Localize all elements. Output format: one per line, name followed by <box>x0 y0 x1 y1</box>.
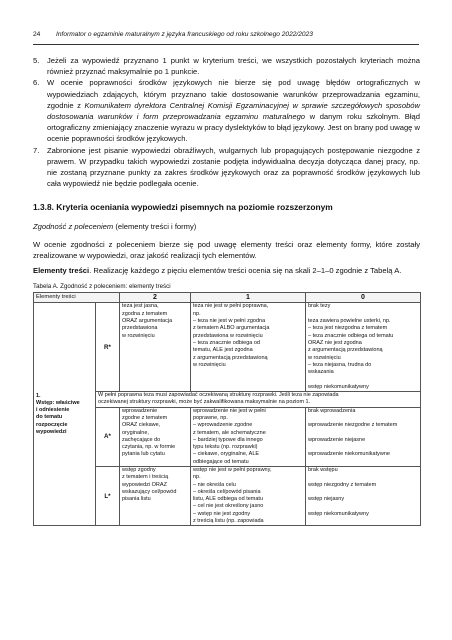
cell-level-0 <box>306 466 421 525</box>
cell-level-2 <box>120 303 191 392</box>
cell-line: np. <box>193 474 201 481</box>
cell-line: – określa cel/powód pisania <box>193 488 261 495</box>
cell-level-2 <box>120 407 191 466</box>
cell-line: ORAZ nie jest zgodna <box>308 339 362 346</box>
cell-line: zgodne z tematem <box>122 414 168 421</box>
cell-line: z treścią listu (np. zapowiada <box>193 518 264 525</box>
cell-line: z tematem, ale schematyczne <box>193 429 266 436</box>
cell-line: wprowadzenie niezgodne z tematem <box>308 422 398 429</box>
cell-line: – teza nie jest w pełni zgodna <box>193 318 266 325</box>
cell-line: w rozwinięciu <box>122 332 155 339</box>
cell-line: listu, ALE odbiega od tematu <box>193 496 264 503</box>
symbol-l: L* <box>96 466 120 525</box>
header-cell: 1 <box>191 293 306 303</box>
cell-line: – teza znacznie odbiega od <box>193 339 260 346</box>
page-header <box>33 31 419 43</box>
criterion-line: rozpoczęcie <box>36 421 68 428</box>
criterion-line: 1. <box>36 392 41 399</box>
criterion-line: do tematu <box>36 414 63 421</box>
cell-line: w rozwinięciu <box>308 354 341 361</box>
cell-line: z tematem i treścią <box>122 474 169 481</box>
symbol-a: A* <box>96 407 120 466</box>
note-cell <box>96 392 421 408</box>
cell-line: – cel nie jest określony jasno <box>193 503 264 510</box>
header-divider <box>33 44 419 45</box>
cell-line: z argumentacją przedstawioną <box>193 354 268 361</box>
cell-line: z tematem ALBO argumentacja <box>193 325 270 332</box>
cell-line: brak wstępu <box>308 466 338 473</box>
cell-line: tematu, ALE jest zgodna <box>193 347 253 354</box>
cell-line: z argumentacją przedstawioną <box>308 347 383 354</box>
item-number: 6. <box>33 78 40 88</box>
subheading-italic: Zgodność z poleceniem <box>33 221 114 231</box>
cell-line: pisania listu <box>122 496 151 503</box>
cell-line: wstęp niekomunikatywny <box>308 383 369 390</box>
header-title: Informator o egzaminie maturalnym z języka francuskiego od roku szkolnego 2022/2023 <box>56 31 313 38</box>
item-text: Zabronione jest pisanie wypowiedzi obraźliwych, wulgarnych lub propagujących postępowanie niezgodne z prawem. W przypadku takich wypowiedzi zostanie podjęta indywidualna decyzja dotycząca danej pracy, np. nie zostaną przyznane punkty za zakres środków językowych oraz za poprawność środków językowych lub cała wypowiedź nie będzie podlegała ocenie. <box>47 145 420 189</box>
cell-level-1 <box>191 407 306 466</box>
cell-line: – teza znacznie odbiega od tematu <box>308 332 394 339</box>
item-text-italic: Komunikatem dyrektora Centralnej Komisji Egzaminacyjnej w sprawie szczegółowych sposobów dostosowania warunków i form przeprowadzania egzaminu maturalnego <box>47 100 420 122</box>
criterion-line: Wstęp: właściwe <box>36 399 80 406</box>
paragraph <box>33 265 420 276</box>
cell-line: pytania lub cytatu <box>122 451 165 458</box>
paragraph-bold: Elementy treści <box>33 266 90 276</box>
paragraph: W ocenie zgodności z poleceniem bierze się pod uwagę elementy treści oraz elementy formy, które zostały zrealizowane w wypowiedzi, oraz jakość realizacji tych elementów. <box>33 239 420 261</box>
rules-list <box>33 55 420 189</box>
criterion-line: wypowiedzi <box>36 429 67 435</box>
cell-line: teza jest jasna, <box>122 303 159 310</box>
cell-line: zachęcające do <box>122 436 161 443</box>
paragraph-rest: . Realizację każdego z pięciu elementów treści ocenia się na skali 2–1–0 zgodnie z Tabelą A. <box>89 266 402 276</box>
section-title: 1.3.8. Kryteria oceniania wypowiedzi pisemnych na poziomie rozszerzonym <box>33 202 333 213</box>
page-number: 24 <box>33 31 41 38</box>
cell-line: brak tezy <box>308 303 331 310</box>
cell-line <box>308 311 418 318</box>
list-item <box>33 145 420 190</box>
cell-line: wprowadzenie niejasne <box>308 436 366 443</box>
cell-line: brak wprowadzenia <box>308 407 356 414</box>
cell-line: – ciekawe, oryginalne, ALE <box>193 451 260 458</box>
cell-line: np. <box>193 310 201 317</box>
cell-line: wstęp niekomunikatywny <box>308 510 369 517</box>
cell-line: poprawne, np. <box>193 414 228 421</box>
cell-line: – wstęp nie jest zgodny <box>193 510 251 517</box>
table-header-row <box>34 293 421 303</box>
symbol-r: R* <box>96 303 120 392</box>
cell-level-0 <box>306 303 421 392</box>
cell-line: wypowiedzi ORAZ <box>122 481 167 488</box>
cell-line: teza nie jest w pełni poprawna, <box>193 303 269 310</box>
cell-line: wprowadzenie <box>122 407 158 414</box>
item-text: w danym roku szkolnym. Błąd ortograficzny zmieniający znaczenie wyrazu w pracy dyslektyków to błąd językowy. Jest on brany pod uwagę w ocenie poprawności środków językowych. <box>47 112 420 144</box>
cell-line: oczekiwanej struktury rozprawki, może być zakwalifikowana maksymalnie na poziom 1. <box>98 399 311 406</box>
cell-line: – teza jest niezgodna z tematem <box>308 325 388 332</box>
cell-line: – wprowadzenie zgodne <box>193 422 253 429</box>
cell-line: wstęp zgodny <box>122 466 156 473</box>
item-text: W ocenie poprawności środków językowych nie bierze się pod uwagę błędów ortograficznych w wypowiedziach zdających, którym przyznano takie dostosowanie warunków przeprowadzania egzaminu, zgodnie z <box>47 78 420 110</box>
cell-line <box>308 444 418 451</box>
cell-level-1 <box>191 466 306 525</box>
cell-line: wstęp nie jest w pełni poprawny, <box>193 466 272 473</box>
criterion-line: i odniesienie <box>36 407 70 414</box>
table-row <box>34 303 421 392</box>
cell-line: wprowadzenie niekomunikatywne <box>308 451 390 458</box>
subheading <box>33 221 420 232</box>
cell-level-0 <box>306 407 421 466</box>
item-text: Jeżeli za wypowiedź przyznano 1 punkt w kryterium treści, we wszystkich pozostałych kryteriach można również przyznać maksymalnie po 1 punkcie. <box>47 56 420 77</box>
cell-line: oryginalne, <box>122 429 149 436</box>
cell-line <box>308 430 418 437</box>
cell-line: zgodna z tematem <box>122 310 168 317</box>
cell-line: przedstawiona <box>122 325 158 332</box>
list-item <box>33 55 420 77</box>
cell-line <box>308 376 418 383</box>
criterion-cell <box>34 303 96 526</box>
cell-line: wskazania <box>308 369 334 376</box>
cell-line: typu tekstu (np. rozprawki) <box>193 444 258 451</box>
header-cell: 0 <box>306 293 421 303</box>
header-cell: Elementy treści <box>34 293 120 303</box>
header-cell: 2 <box>120 293 191 303</box>
cell-line: wprowadzenie nie jest w pełni <box>193 407 266 414</box>
item-number: 7. <box>33 145 40 155</box>
cell-line: czytania, np. w formie <box>122 444 176 451</box>
cell-level-1 <box>191 303 306 392</box>
criteria-table <box>33 292 421 526</box>
cell-line <box>308 489 418 496</box>
page-content <box>33 55 420 526</box>
cell-line: wskazujący cel/powód <box>122 488 177 495</box>
cell-line: wstęp niejasny <box>308 496 345 503</box>
table-caption: Tabela A. Zgodność z poleceniem: elementy treści <box>33 283 171 291</box>
cell-line: W pełni poprawna teza musi zapowiadać oczekiwaną strukturę rozprawki. Jeśli teza nie zapowiada <box>98 392 339 399</box>
item-number: 5. <box>33 56 40 65</box>
cell-line: – teza niejasna, trudna do <box>308 361 372 368</box>
cell-line: – bardziej typowe dla innego <box>193 436 263 443</box>
cell-line <box>308 415 418 422</box>
cell-line <box>308 503 418 510</box>
cell-line: w rozwinięciu <box>193 361 226 368</box>
cell-line: ORAZ ciekawe, <box>122 422 161 429</box>
list-item <box>33 77 420 144</box>
cell-line: odbiegające od tematu <box>193 458 249 465</box>
cell-level-2 <box>120 466 191 525</box>
cell-line <box>308 474 418 481</box>
cell-line: – nie określa celu <box>193 481 236 488</box>
subheading-rest: (elementy treści i formy) <box>113 221 197 231</box>
cell-line: teza zawiera powielne usterki, np. <box>308 318 391 325</box>
cell-line: wstęp niezgodny z tematem <box>308 481 377 488</box>
cell-line: ORAZ argumentacja <box>122 318 173 325</box>
cell-line: przedstawiona w rozwinięciu <box>193 332 263 339</box>
